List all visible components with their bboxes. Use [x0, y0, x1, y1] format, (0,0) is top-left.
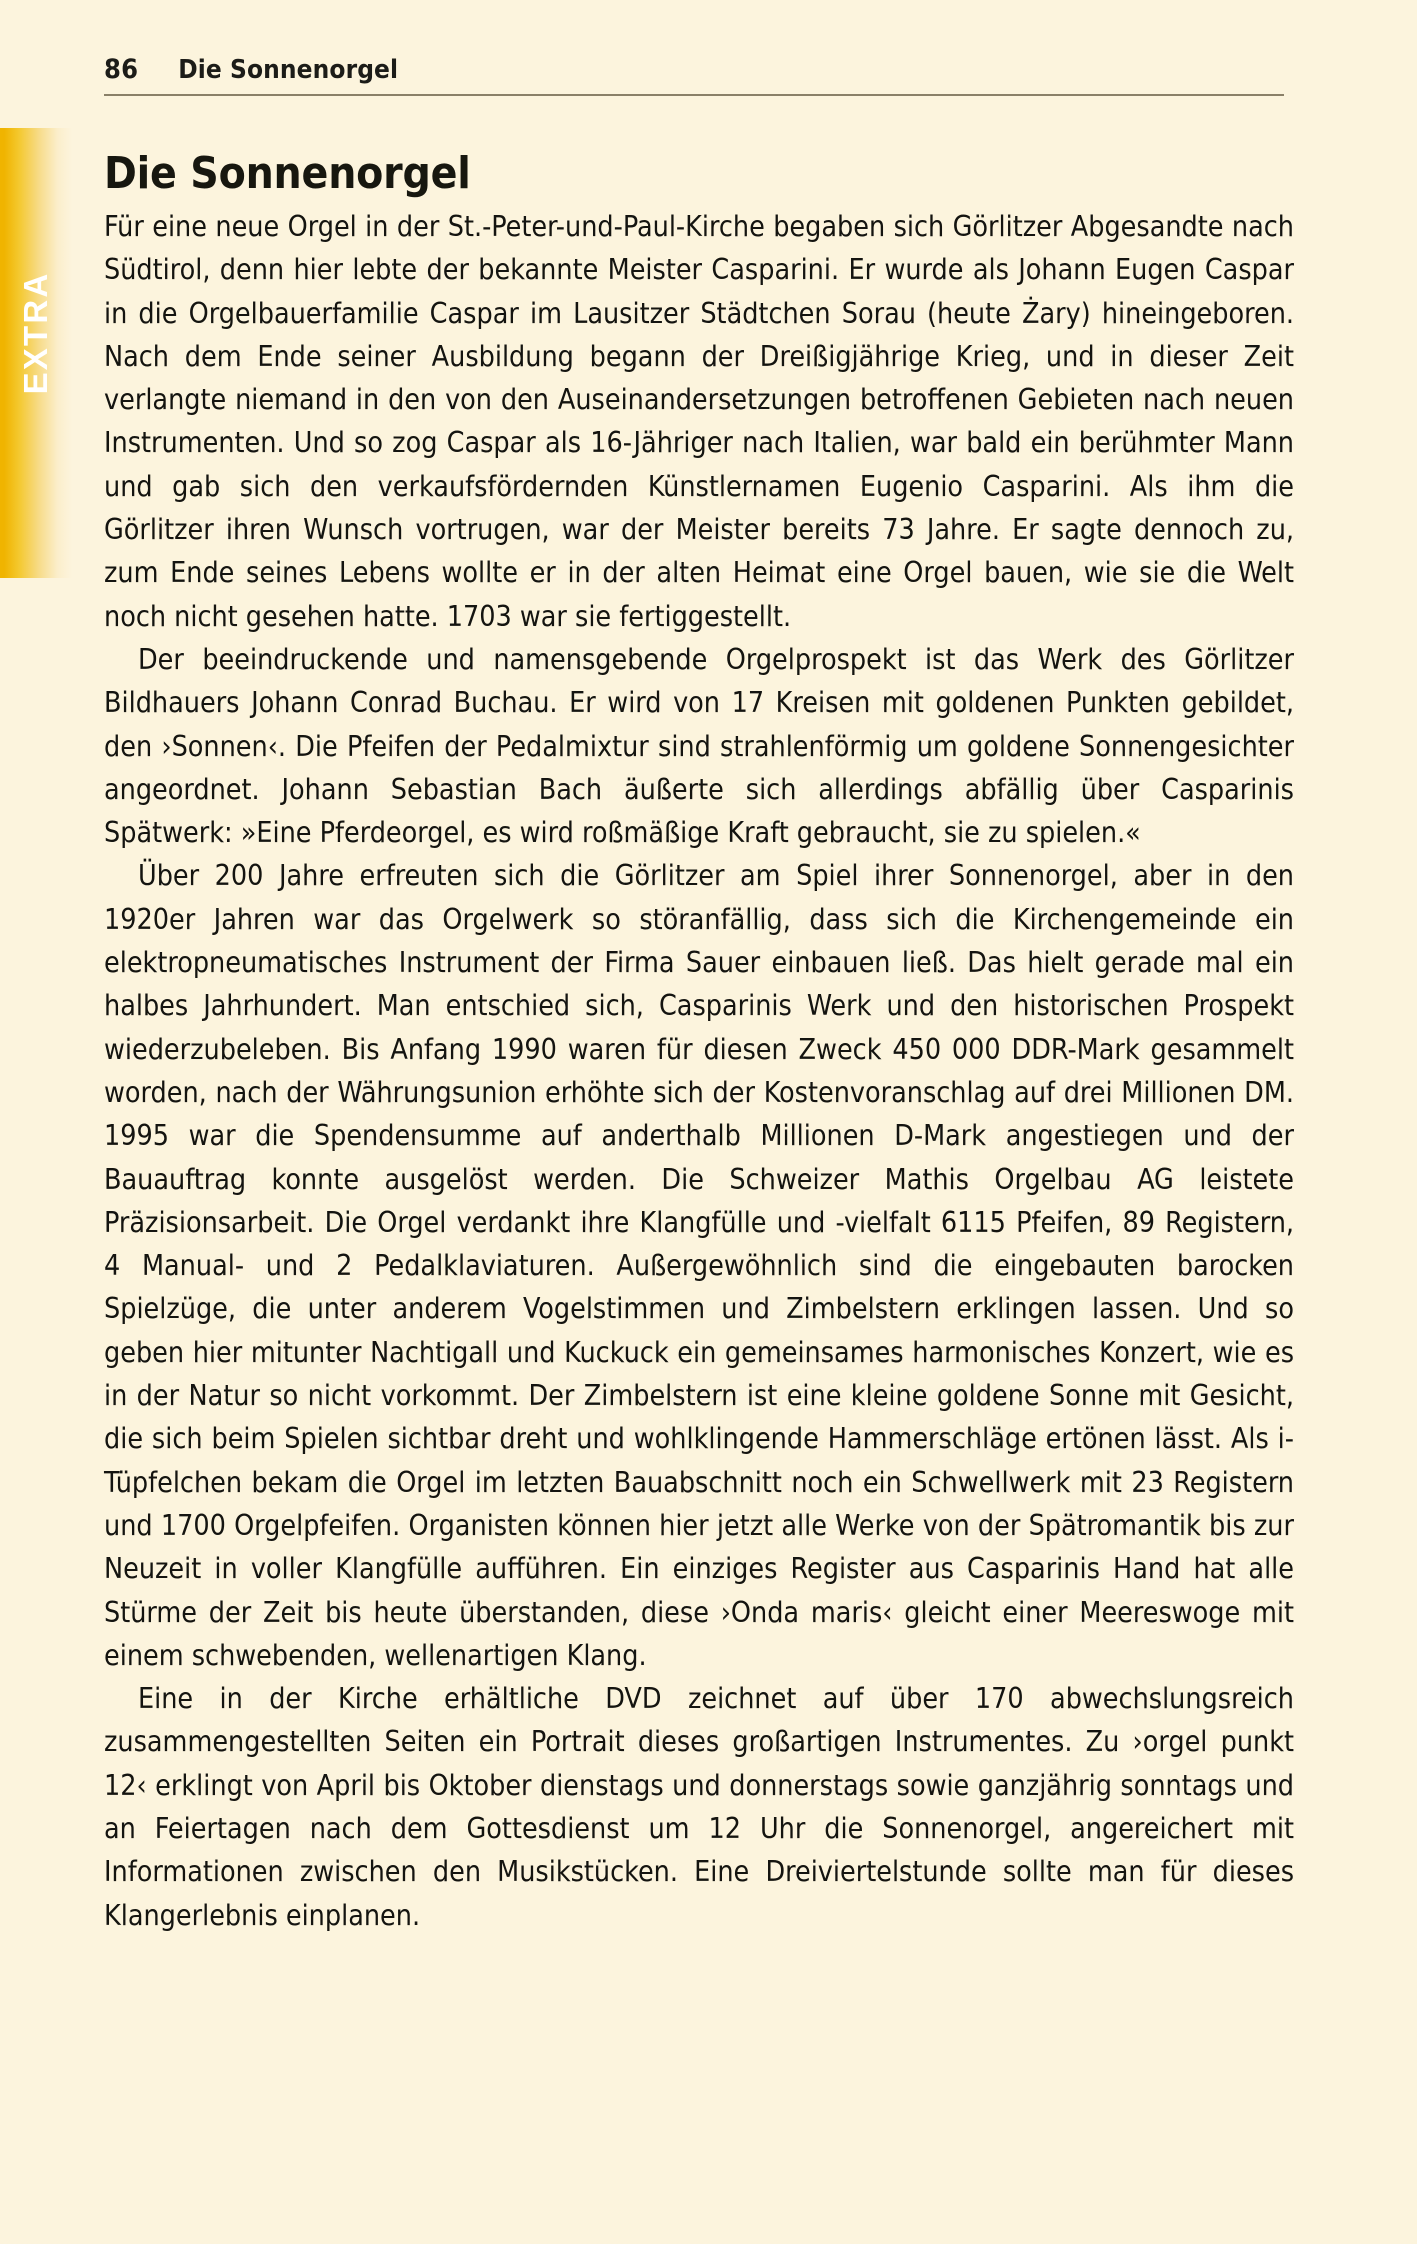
body-paragraph: Über 200 Jahre erfreuten sich die Görlitzer am Spiel ihrer Sonnenorgel, aber in den 1920er Jahren war das Orgelwerk so störanfällig, dass sich die Kirchengemeinde ein elektropneumatisches Instrument der Firma Sauer einbauen ließ. Das hielt gerade mal ein halbes Jahrhundert. Man entschied sich, Casparinis Werk und den historischen Prospekt wiederzubeleben. Bis Anfang 1990 waren für diesen Zweck 450 000 DDR-Mark gesammelt worden, nach der Währungsunion erhöhte sich der Kostenvoranschlag auf drei Millionen DM. 1995 war die Spendensumme auf anderthalb Millionen D-Mark angestiegen und der Bauauftrag konnte ausgelöst werden. Die Schweizer Mathis Orgelbau AG leistete Präzisionsarbeit. Die Orgel verdankt ihre Klangfülle und -vielfalt 6115 Pfeifen, 89 Registern, 4 Manual- und 2 Pedalklaviaturen. Außergewöhnlich sind die eingebauten barocken Spielzüge, die unter anderem Vogelstimmen und Zimbelstern erklingen lassen. Und so geben hier mitunter Nachtigall und Kuckuck ein gemeinsames harmonisches Konzert, wie es in der Natur so nicht vorkommt. Der Zimbelstern ist eine kleine goldene Sonne mit Gesicht, die sich beim Spielen sichtbar dreht und wohlklingende Hammerschläge ertönen lässt. Als i-Tüpfelchen bekam die Orgel im letzten Bauabschnitt noch ein Schwellwerk mit 23 Registern und 1700 Orgelpfeifen. Organisten können hier jetzt alle Werke von der Spätromantik bis zur Neuzeit in voller Klangfülle aufführen. Ein einziges Register aus Casparinis Hand hat alle Stürme der Zeit bis heute überstanden, diese ›Onda maris‹ gleicht einer Meereswoge mit einem schwebenden, wellenartigen Klang.: [104, 859, 1294, 1672]
chapter-title: Die Sonnenorgel: [104, 148, 471, 200]
body-paragraph: Eine in der Kirche erhältliche DVD zeichnet auf über 170 abwechslungsreich zusammengestellten Seiten ein Portrait dieses großartigen Instrumentes. Zu ›orgel punkt 12‹ erklingt von April bis Oktober dienstags und donnerstags sowie ganzjährig sonntags und an Feiertagen nach dem Gottesdienst um 12 Uhr die Sonnenorgel, angereichert mit Informationen zwischen den Musikstücken. Eine Dreiviertelstunde sollte man für dieses Klangerlebnis einplanen.: [104, 1682, 1294, 1932]
body-paragraph: Der beeindruckende und namensgebende Orgelprospekt ist das Werk des Görlitzer Bildhauers Johann Conrad Buchau. Er wird von 17 Kreisen mit goldenen Punkten gebildet, den ›Sonnen‹. Die Pfeifen der Pedalmixtur sind strahlenförmig um goldene Sonnengesichter angeordnet. Johann Sebastian Bach äußerte sich allerdings abfällig über Casparinis Spätwerk: »Eine Pferdeorgel, es wird roßmäßige Kraft gebraucht, sie zu spielen.«: [104, 642, 1294, 850]
body-paragraph: Für eine neue Orgel in der St.-Peter-und-Paul-Kirche begaben sich Görlitzer Abgesandte nach Südtirol, denn hier lebte der bekannte Meister Casparini. Er wurde als Johann Eugen Caspar in die Orgelbauerfamilie Caspar im Lausitzer Städtchen Sorau (heute Żary) hineingeboren. Nach dem Ende seiner Ausbildung begann der Dreißigjährige Krieg, und in dieser Zeit verlangte niemand in den von den Auseinandersetzungen betroffenen Gebieten nach neuen Instrumenten. Und so zog Caspar als 16-Jähriger nach Italien, war bald ein berühmter Mann und gab sich den verkaufsfördernden Künstlernamen Eugenio Casparini. Als ihm die Görlitzer ihren Wunsch vortrugen, war der Meister bereits 73 Jahre. Er sagte dennoch zu, zum Ende seines Lebens wollte er in der alten Heimat eine Orgel bauen, wie sie die Welt noch nicht gesehen hatte. 1703 war sie fertiggestellt.: [104, 210, 1294, 633]
running-head: [104, 54, 1284, 96]
body-text-column: [104, 205, 1294, 1937]
extra-tab-label: EXTRA: [17, 271, 54, 395]
extra-section-tab: [0, 128, 72, 578]
running-title: Die Sonnenorgel: [178, 55, 399, 85]
page-number: 86: [104, 54, 139, 85]
